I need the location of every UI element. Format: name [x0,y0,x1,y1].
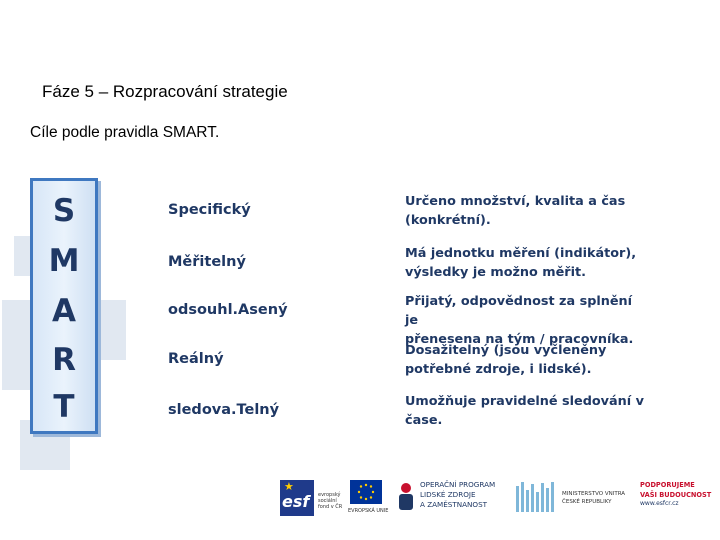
smart-term: Měřitelný [168,254,246,270]
description-line: Umožňuje pravidelné sledování v [405,394,644,409]
support-text: VAŠI BUDOUCNOST [640,491,712,499]
ministry-text: MINISTERSTVO VNITRA [562,491,626,497]
esf-text: evropský [318,492,341,498]
description-line: čase. [405,413,443,428]
smart-description [405,392,645,430]
smart-term: odsouhl.Asený [168,302,288,318]
esf-text: sociální [318,498,337,504]
description-line: Dosažitelný (jsou vyčleněny [405,343,607,358]
op-text: LIDSKÉ ZDROJE [420,490,476,499]
decorative-shape [96,300,126,360]
slide-subtitle: Cíle podle pravidla SMART. [30,124,220,141]
eu-logo [348,478,398,518]
op-logo [396,478,508,518]
person-icon [396,482,416,512]
description-line: výsledky je možno měřit. [405,265,586,280]
esf-text: fond v ČR [318,504,343,510]
smart-term: Reálný [168,351,224,367]
support-text: PODPORUJEME [640,481,695,489]
esf-star-icon: ★ [284,481,294,493]
description-line: Přijatý, odpovědnost za splnění je [405,294,633,328]
slide-title: Fáze 5 – Rozpracování strategie [42,82,288,101]
smart-description [405,192,645,230]
eu-text: EVROPSKÁ UNIE [348,508,389,514]
esf-mark: esf [282,492,310,511]
op-text: A ZAMĚSTNANOST [420,500,488,509]
description-line: potřebné zdroje, i lidské). [405,362,592,377]
smart-letter: S [52,193,76,229]
description-line: Určeno množství, kvalita a čas [405,194,626,209]
decorative-shape [2,300,32,390]
footer-logos [280,478,716,518]
description-line: (konkrétní). [405,213,491,228]
smart-term: Specifický [168,202,251,218]
eu-flag-icon [350,480,382,504]
support-logo [640,478,716,518]
smart-letter: T [53,389,75,425]
description-line: přenesena na tým / pracovníka. [405,332,634,347]
support-url: www.esfcr.cz [640,500,679,507]
smart-description [405,244,645,282]
ministry-logo [516,478,632,518]
op-text: OPERAČNÍ PROGRAM [420,480,496,489]
ministry-grid-icon [516,480,558,514]
description-line: Má jednotku měření (indikátor), [405,246,637,261]
smart-letter: A [52,293,76,329]
smart-letter: M [48,243,80,279]
esf-logo [280,478,342,518]
smart-letter-bar [30,178,98,434]
ministry-text: ČESKÉ REPUBLIKY [562,499,612,505]
smart-term: sledova.Telný [168,402,280,418]
smart-description [405,341,645,379]
smart-letter: R [52,342,76,378]
